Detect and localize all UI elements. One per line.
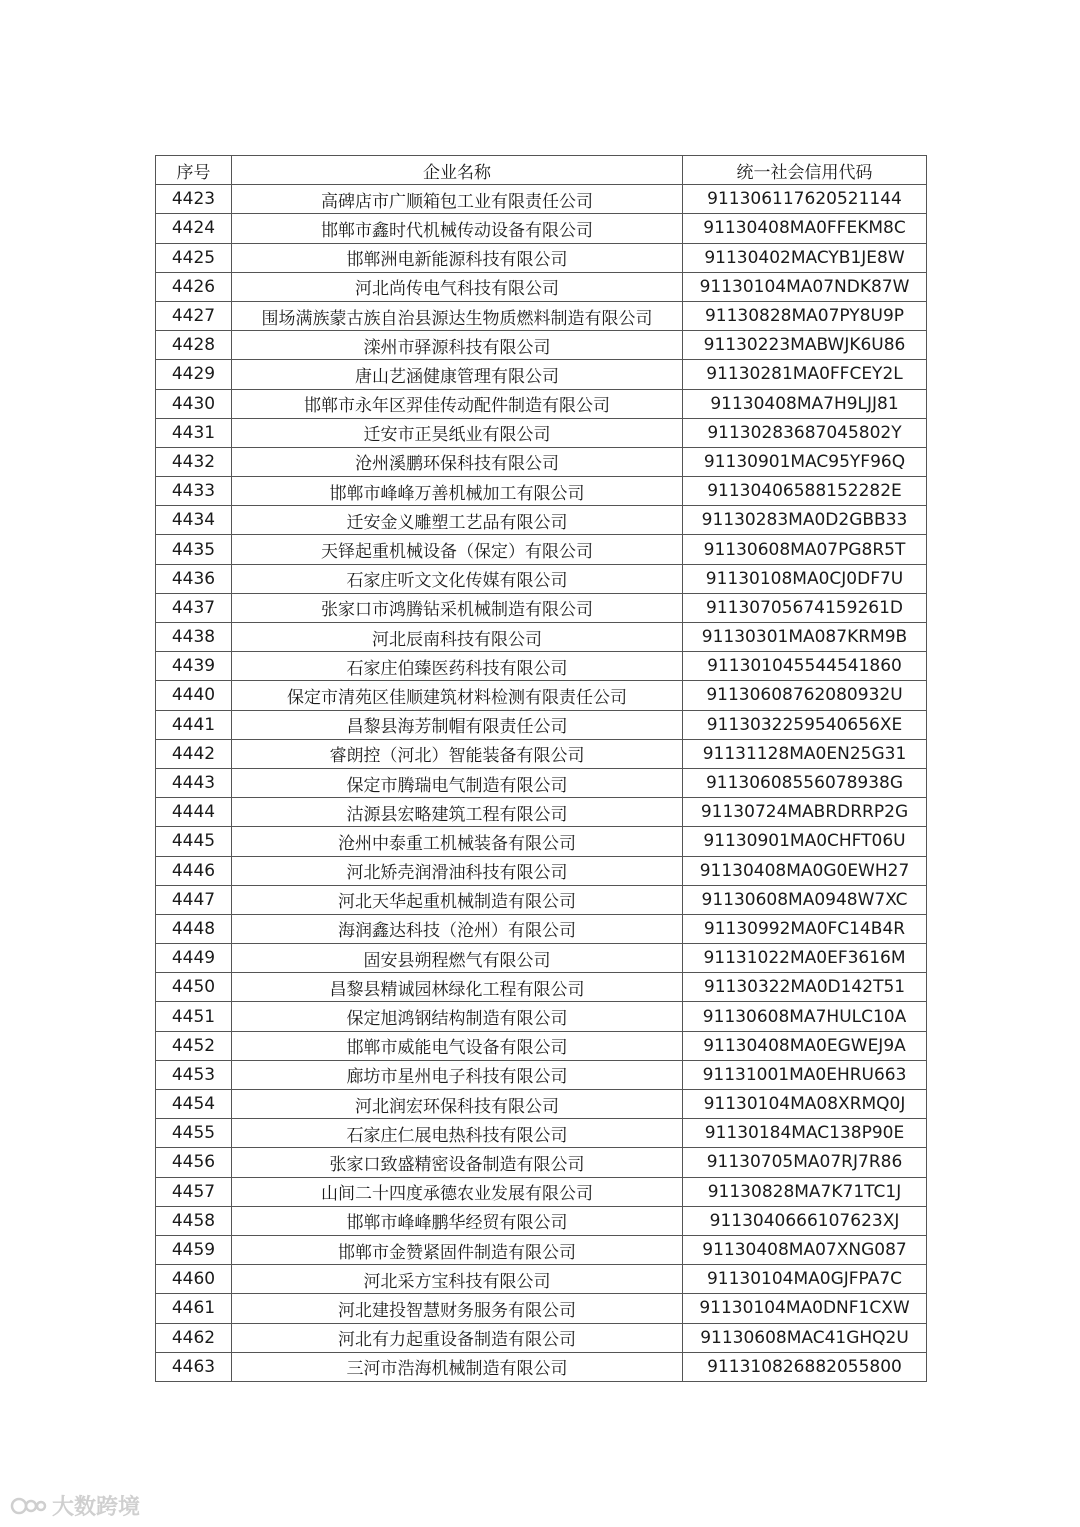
cell-seq: 4439 <box>156 652 232 681</box>
cell-company-name: 迁安金义雕塑工艺品有限公司 <box>232 506 683 535</box>
cell-seq: 4449 <box>156 944 232 973</box>
cell-seq: 4442 <box>156 739 232 768</box>
table-row <box>156 360 927 389</box>
cell-seq: 4451 <box>156 1002 232 1031</box>
table-row <box>156 827 927 856</box>
cell-credit-code: 91130408MA0EGWEJ9A <box>683 1031 927 1060</box>
cell-company-name: 海润鑫达科技（沧州）有限公司 <box>232 914 683 943</box>
cell-company-name: 唐山艺涵健康管理有限公司 <box>232 360 683 389</box>
cell-seq: 4427 <box>156 301 232 330</box>
cell-seq: 4424 <box>156 214 232 243</box>
cell-company-name: 河北建投智慧财务服务有限公司 <box>232 1294 683 1323</box>
cell-seq: 4429 <box>156 360 232 389</box>
cell-credit-code: 91130608MAC41GHQ2U <box>683 1323 927 1352</box>
table-row <box>156 1352 927 1381</box>
cell-seq: 4426 <box>156 272 232 301</box>
cell-seq: 4461 <box>156 1294 232 1323</box>
cell-credit-code: 91130408MA07XNG087 <box>683 1235 927 1264</box>
cell-credit-code: 91130608MA07PG8R5T <box>683 535 927 564</box>
table-row <box>156 944 927 973</box>
cell-seq: 4448 <box>156 914 232 943</box>
table-row <box>156 1148 927 1177</box>
table-row <box>156 681 927 710</box>
cell-seq: 4441 <box>156 710 232 739</box>
table-row <box>156 506 927 535</box>
cell-credit-code: 91130406588152282E <box>683 477 927 506</box>
cell-credit-code: 91130408MA0FFEKM8C <box>683 214 927 243</box>
table-row <box>156 973 927 1002</box>
table-row <box>156 1090 927 1119</box>
cell-company-name: 沽源县宏略建筑工程有限公司 <box>232 798 683 827</box>
cell-seq: 4444 <box>156 798 232 827</box>
table-row <box>156 272 927 301</box>
cell-seq: 4453 <box>156 1060 232 1089</box>
table-row <box>156 535 927 564</box>
cell-credit-code: 9113040666107623XJ <box>683 1206 927 1235</box>
table-row <box>156 301 927 330</box>
cell-credit-code: 91130104MA0GJFPA7C <box>683 1265 927 1294</box>
cell-company-name: 山间二十四度承德农业发展有限公司 <box>232 1177 683 1206</box>
cell-credit-code: 91130301MA087KRM9B <box>683 623 927 652</box>
table-row <box>156 856 927 885</box>
table-header-row <box>156 156 927 185</box>
cell-credit-code: 91130608762080932U <box>683 681 927 710</box>
cell-seq: 4438 <box>156 623 232 652</box>
cell-company-name: 昌黎县精诚园林绿化工程有限公司 <box>232 973 683 1002</box>
cell-seq: 4455 <box>156 1119 232 1148</box>
cell-company-name: 石家庄仁展电热科技有限公司 <box>232 1119 683 1148</box>
cell-seq: 4433 <box>156 477 232 506</box>
table-row <box>156 1002 927 1031</box>
cell-company-name: 迁安市正昊纸业有限公司 <box>232 418 683 447</box>
cell-company-name: 保定市腾瑞电气制造有限公司 <box>232 768 683 797</box>
cell-seq: 4425 <box>156 243 232 272</box>
cell-seq: 4432 <box>156 447 232 476</box>
table-row <box>156 710 927 739</box>
cell-company-name: 廊坊市星州电子科技有限公司 <box>232 1060 683 1089</box>
table-row <box>156 477 927 506</box>
cell-company-name: 滦州市驿源科技有限公司 <box>232 331 683 360</box>
table-row <box>156 1119 927 1148</box>
cell-credit-code: 911310826882055800 <box>683 1352 927 1381</box>
cell-company-name: 沧州溪鹏环保科技有限公司 <box>232 447 683 476</box>
table-row <box>156 1265 927 1294</box>
cell-credit-code: 91131022MA0EF3616M <box>683 944 927 973</box>
cell-company-name: 邯郸洲电新能源科技有限公司 <box>232 243 683 272</box>
cell-credit-code: 911306117620521144 <box>683 185 927 214</box>
cell-company-name: 河北辰南科技有限公司 <box>232 623 683 652</box>
cell-company-name: 邯郸市峰峰鹏华经贸有限公司 <box>232 1206 683 1235</box>
cell-seq: 4459 <box>156 1235 232 1264</box>
cell-company-name: 石家庄伯臻医药科技有限公司 <box>232 652 683 681</box>
cell-credit-code: 91130283MA0D2GBB33 <box>683 506 927 535</box>
cell-credit-code: 91130724MABRDRRP2G <box>683 798 927 827</box>
table-row <box>156 885 927 914</box>
table-row <box>156 331 927 360</box>
cell-company-name: 沧州中泰重工机械装备有限公司 <box>232 827 683 856</box>
header-seq: 序号 <box>156 156 232 185</box>
cell-credit-code: 91130608MA7HULC10A <box>683 1002 927 1031</box>
cell-company-name: 石家庄听文文化传媒有限公司 <box>232 564 683 593</box>
cell-seq: 4434 <box>156 506 232 535</box>
table-row <box>156 214 927 243</box>
table-row <box>156 418 927 447</box>
cell-seq: 4458 <box>156 1206 232 1235</box>
cell-company-name: 河北润宏环保科技有限公司 <box>232 1090 683 1119</box>
cell-company-name: 河北尚传电气科技有限公司 <box>232 272 683 301</box>
cell-company-name: 张家口致盛精密设备制造有限公司 <box>232 1148 683 1177</box>
cell-seq: 4456 <box>156 1148 232 1177</box>
cell-credit-code: 91130108MA0CJ0DF7U <box>683 564 927 593</box>
table-row <box>156 1206 927 1235</box>
cell-credit-code: 91130408MA7H9LJJ81 <box>683 389 927 418</box>
table-row <box>156 623 927 652</box>
cell-seq: 4447 <box>156 885 232 914</box>
cell-credit-code: 91130608556078938G <box>683 768 927 797</box>
watermark <box>10 1490 140 1521</box>
cell-seq: 4428 <box>156 331 232 360</box>
cell-company-name: 张家口市鸿腾钻采机械制造有限公司 <box>232 593 683 622</box>
cell-company-name: 昌黎县海芳制帽有限责任公司 <box>232 710 683 739</box>
cell-credit-code: 91130184MAC138P90E <box>683 1119 927 1148</box>
cell-company-name: 保定市清苑区佳顺建筑材料检测有限责任公司 <box>232 681 683 710</box>
cell-credit-code: 911301045544541860 <box>683 652 927 681</box>
cell-credit-code: 91130408MA0G0EWH27 <box>683 856 927 885</box>
cell-credit-code: 91130223MABWJK6U86 <box>683 331 927 360</box>
cell-credit-code: 91130608MA0948W7XC <box>683 885 927 914</box>
table-row <box>156 1235 927 1264</box>
cell-credit-code: 91130901MA0CHFT06U <box>683 827 927 856</box>
cell-company-name: 河北天华起重机械制造有限公司 <box>232 885 683 914</box>
cell-credit-code: 91130705674159261D <box>683 593 927 622</box>
cell-company-name: 河北有力起重设备制造有限公司 <box>232 1323 683 1352</box>
cell-credit-code: 91131001MA0EHRU663 <box>683 1060 927 1089</box>
table-row <box>156 1323 927 1352</box>
table-row <box>156 593 927 622</box>
cell-seq: 4452 <box>156 1031 232 1060</box>
table-row <box>156 564 927 593</box>
cell-company-name: 邯郸市威能电气设备有限公司 <box>232 1031 683 1060</box>
table-row <box>156 243 927 272</box>
cell-seq: 4460 <box>156 1265 232 1294</box>
cell-credit-code: 91130281MA0FFCEY2L <box>683 360 927 389</box>
cell-seq: 4435 <box>156 535 232 564</box>
cell-seq: 4431 <box>156 418 232 447</box>
table-row <box>156 798 927 827</box>
cell-credit-code: 91130402MACYB1JE8W <box>683 243 927 272</box>
table-row <box>156 389 927 418</box>
cell-seq: 4430 <box>156 389 232 418</box>
cell-credit-code: 91130104MA08XRMQ0J <box>683 1090 927 1119</box>
cell-company-name: 睿朗控（河北）智能装备有限公司 <box>232 739 683 768</box>
cell-credit-code: 91130901MAC95YF96Q <box>683 447 927 476</box>
table-row <box>156 185 927 214</box>
table-row <box>156 768 927 797</box>
enterprise-table <box>155 155 927 1382</box>
table-row <box>156 1177 927 1206</box>
cell-credit-code: 91130705MA07RJ7R86 <box>683 1148 927 1177</box>
cell-seq: 4462 <box>156 1323 232 1352</box>
cell-company-name: 围场满族蒙古族自治县源达生物质燃料制造有限公司 <box>232 301 683 330</box>
cell-company-name: 高碑店市广顺箱包工业有限责任公司 <box>232 185 683 214</box>
cell-credit-code: 91130322MA0D142T51 <box>683 973 927 1002</box>
cell-seq: 4445 <box>156 827 232 856</box>
header-company-name: 企业名称 <box>232 156 683 185</box>
cell-seq: 4454 <box>156 1090 232 1119</box>
cell-seq: 4437 <box>156 593 232 622</box>
table-row <box>156 447 927 476</box>
table-row <box>156 739 927 768</box>
cell-company-name: 邯郸市永年区羿佳传动配件制造有限公司 <box>232 389 683 418</box>
cell-seq: 4423 <box>156 185 232 214</box>
watermark-text: 大数跨境 <box>52 1495 141 1520</box>
cell-seq: 4463 <box>156 1352 232 1381</box>
table-row <box>156 1294 927 1323</box>
cell-credit-code: 91131128MA0EN25G31 <box>683 739 927 768</box>
header-credit-code: 统一社会信用代码 <box>683 156 927 185</box>
cell-credit-code: 91130828MA7K71TC1J <box>683 1177 927 1206</box>
cell-credit-code: 91130283687045802Y <box>683 418 927 447</box>
table-row <box>156 1060 927 1089</box>
cell-company-name: 固安县朔程燃气有限公司 <box>232 944 683 973</box>
cell-company-name: 邯郸市峰峰万善机械加工有限公司 <box>232 477 683 506</box>
cell-seq: 4440 <box>156 681 232 710</box>
cell-credit-code: 91130104MA07NDK87W <box>683 272 927 301</box>
table-row <box>156 914 927 943</box>
cell-company-name: 邯郸市金赞紧固件制造有限公司 <box>232 1235 683 1264</box>
cell-company-name: 河北采方宝科技有限公司 <box>232 1265 683 1294</box>
cell-company-name: 河北矫壳润滑油科技有限公司 <box>232 856 683 885</box>
cell-company-name: 邯郸市鑫时代机械传动设备有限公司 <box>232 214 683 243</box>
cell-credit-code: 91130992MA0FC14B4R <box>683 914 927 943</box>
cell-credit-code: 91130104MA0DNF1CXW <box>683 1294 927 1323</box>
cell-seq: 4436 <box>156 564 232 593</box>
cell-company-name: 天铎起重机械设备（保定）有限公司 <box>232 535 683 564</box>
cell-credit-code: 91130828MA07PY8U9P <box>683 301 927 330</box>
table-row <box>156 652 927 681</box>
cell-company-name: 保定旭鸿钢结构制造有限公司 <box>232 1002 683 1031</box>
cell-seq: 4446 <box>156 856 232 885</box>
table-row <box>156 1031 927 1060</box>
cell-credit-code: 9113032259540656XE <box>683 710 927 739</box>
cell-company-name: 三河市浩海机械制造有限公司 <box>232 1352 683 1381</box>
brand-logo-icon <box>10 1495 48 1517</box>
table-body <box>156 185 927 1382</box>
cell-seq: 4457 <box>156 1177 232 1206</box>
cell-seq: 4450 <box>156 973 232 1002</box>
cell-seq: 4443 <box>156 768 232 797</box>
